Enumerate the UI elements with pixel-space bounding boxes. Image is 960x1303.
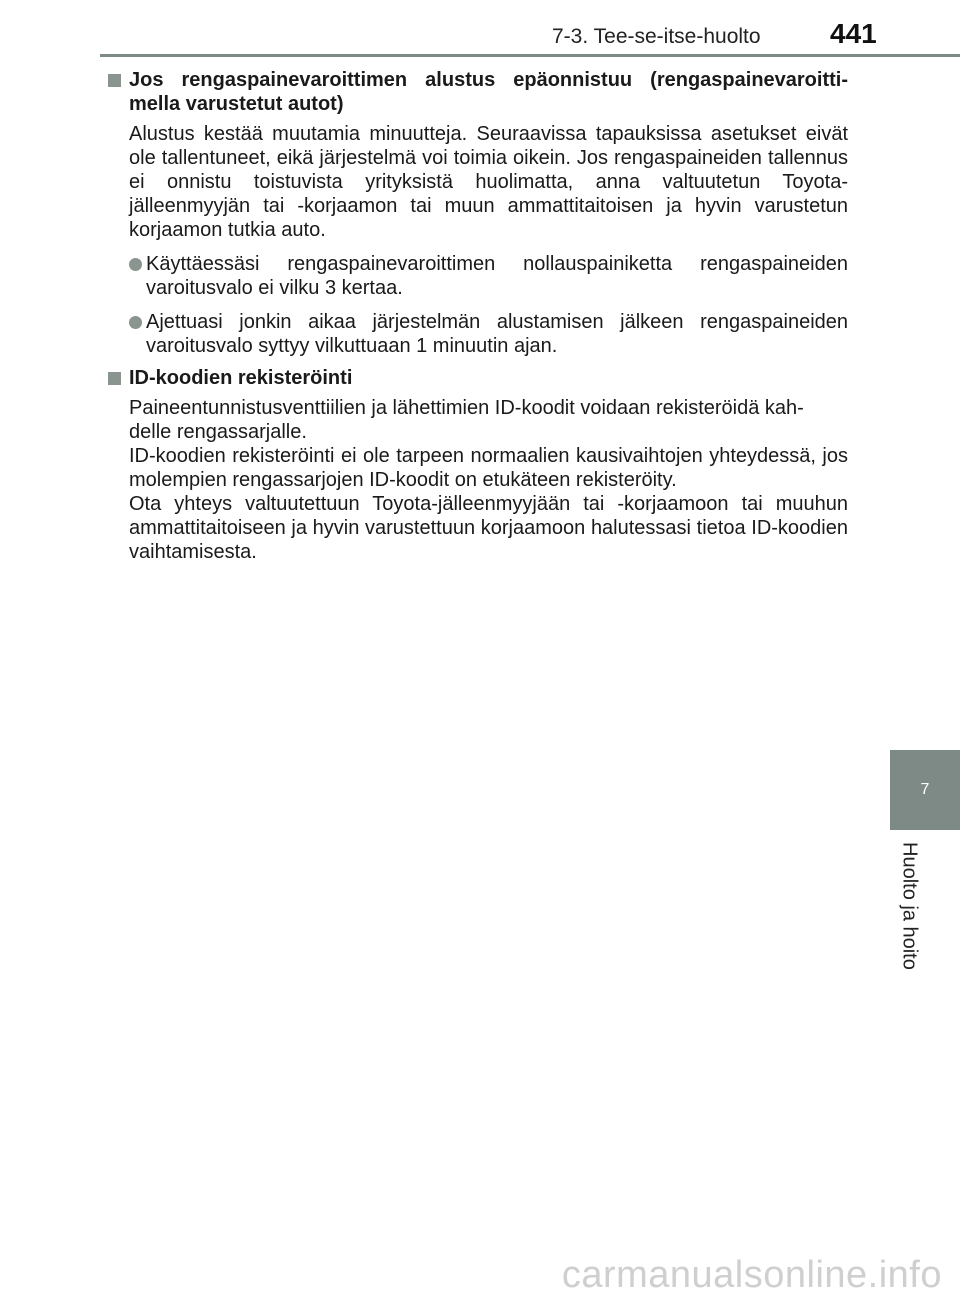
paragraph: Alustus kestää muutamia minuutteja. Seuraavissa tapauksissa asetukset eivät ole tallentuneet, eikä järjestelmä voi toimia oikein. Jos rengaspaineiden tallennus ei onnistu toistuvista yrityksistä huolimatta, anna valtuutetun Toyota-jälleenmyyjän tai -korjaamon tai muun ammattitaitoisen ja hyvin varustetun korjaamon tutkia auto. [129, 123, 848, 241]
paragraph: Ota yhteys valtuutettuun Toyota-jälleenmyyjään tai -korjaamoon tai muuhun ammattitaitoiseen ja hyvin varustettuun korjaamoon halutessasi tietoa ID-koodien vaihtamisesta. [129, 493, 848, 563]
watermark: carmanualsonline.info [561, 1254, 942, 1296]
chapter-number: 7 [920, 781, 930, 798]
circle-bullet-icon [129, 316, 142, 329]
square-bullet-icon [108, 74, 121, 87]
list-item [129, 310, 848, 358]
square-bullet-icon [108, 372, 121, 385]
list-item-text: Käyttäessäsi rengaspainevaroittimen nollauspainiketta rengaspaineiden varoitusvalo ei vilku 3 kertaa. [146, 253, 848, 299]
section-tpms-init-failure [108, 68, 848, 358]
heading-text: Jos rengaspainevaroittimen alustus epäonnistuu (rengaspainevaroitti-mella varustetut autot) [129, 69, 848, 115]
page-content [108, 68, 848, 564]
heading-text: ID-koodien rekisteröinti [129, 367, 353, 389]
list-item [129, 252, 848, 300]
section-title: 7-3. Tee-se-itse-huolto [552, 25, 761, 48]
section-heading [108, 366, 848, 390]
paragraph: ID-koodien rekisteröinti ei ole tarpeen normaalien kausivaihtojen yhteydessä, jos molempien rengassarjojen ID-koodit on etukäteen rekisteröity. [129, 445, 848, 491]
header-divider [100, 54, 960, 57]
chapter-title: Huolto ja hoito [898, 842, 921, 970]
page-number: 441 [830, 18, 877, 49]
chapter-tab [890, 750, 960, 830]
circle-bullet-icon [129, 258, 142, 271]
section-heading [108, 68, 848, 116]
section-id-code-registration [108, 366, 848, 564]
list-item-text: Ajettuasi jonkin aikaa järjestelmän alustamisen jälkeen rengaspaineiden varoitusvalo syttyy vilkuttuaan 1 minuutin ajan. [146, 311, 848, 357]
paragraph: Paineentunnistusventtiilien ja lähettimien ID-koodit voidaan rekisteröidä kah- delle rengassarjalle. [129, 397, 804, 443]
